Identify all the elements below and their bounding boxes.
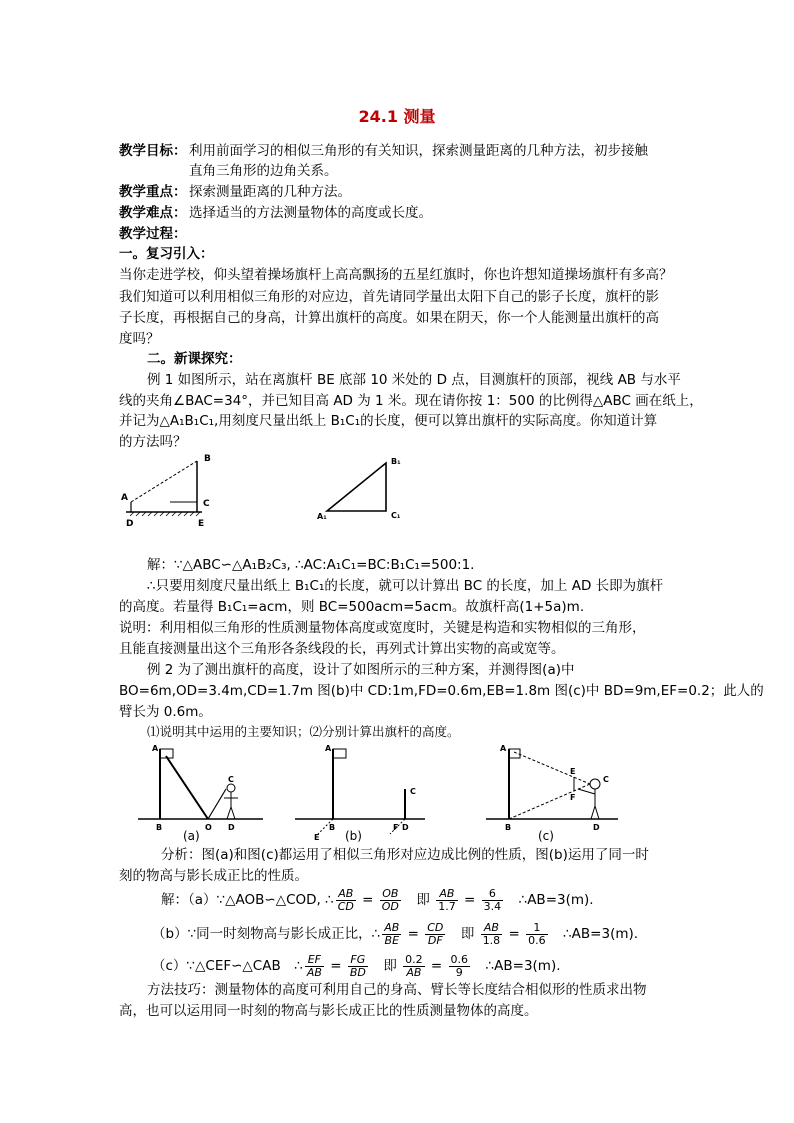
analysis-line-1: 分析：图(a)和图(c)都运用了相似三角形对应边成比例的性质，图(b)运用了同一时 [161,847,649,863]
analysis-line-2: 刻的物高与影长成正比的性质。 [119,868,308,884]
key-label: 教学重点： [119,184,187,200]
fa-label-o: O [205,823,212,832]
label-d: D [126,519,134,529]
fc-label-d: D [593,823,600,832]
example-1-line-1: 例 1 如图所示，站在离旗杆 BE 底部 10 米处的 D 点，目测旗杆的顶部，视线 AB 与水平 [147,372,681,388]
note-line-1: 说明：利用相似三角形的性质测量物体高度或宽度时，关键是构造和实物相似的三角形， [119,620,646,636]
frac-ab-1-7: $\frac{AB}{1.7}$ [438,886,456,913]
goal-label: 教学目标： [119,143,187,159]
solution-c: （c）∵△CEF∽△CAB ∴ $\frac{EF}{AB}$ = $\frac{FG}{BD}$ 即 $\frac{0.2}{AB}$ = $\frac{0.6}{9}$ ∴AB=3(m). [152,952,561,979]
frac-fg-bd: $\frac{FG}{BD}$ [349,952,366,979]
fb-label-a: A [325,744,332,753]
frac-1-0-6: $\frac{1}{0.6}$ [528,920,546,947]
fa-label-d: D [228,823,235,832]
person-head-c [590,779,600,789]
solution-1-line-2: ∴只要用刻度尺量出纸上 B₁C₁的长度，就可以计算出 BC 的长度，加上 AD 长即为旗杆 [147,578,664,594]
fc-label-b: B [505,823,512,832]
sight-line-ab [131,461,197,502]
figure-b-shadow [290,744,440,844]
frac-0-2-ab: $\frac{0.2}{AB}$ [405,952,423,979]
fa-label-a: A [152,744,159,753]
fb-caption: (b) [345,829,362,843]
fa-label-c: C [228,775,234,784]
fa-caption: (a) [183,829,200,843]
flag-c [509,749,520,758]
difficulty-text: 选择适当的方法测量物体的高度或长度。 [189,205,432,221]
label-a: A [121,493,128,503]
frac-ab-cd: $\frac{AB}{CD}$ [337,886,354,913]
fb-label-d: D [402,823,409,832]
person-head-a [227,784,235,792]
ray-oc [208,789,226,819]
section-1-heading: 一。复习引入： [119,246,214,262]
fa-label-b: B [156,823,163,832]
label-c: C [203,499,210,509]
goal-text-1: 利用前面学习的相似三角形的有关知识，探索测量距离的几种方法，初步接触 [189,143,648,159]
figure-a-mirror [138,744,268,844]
flag-b [333,749,346,758]
example-2-line-2: BO=6m,OD=3.4m,CD=1.7m 图(b)中 CD:1m,FD=0.6m,EB=1.8m 图(c)中 BD=9m,EF=0.2；此人的 [119,683,764,699]
label-b: B [204,454,211,464]
figure-flagpole-sight [118,452,218,532]
frac-cd-df: $\frac{CD}{DF}$ [427,920,444,947]
fc-label-a: A [500,744,507,753]
solution-b: （b）∵同一时刻物高与影长成正比，∴ $\frac{AB}{BE}$ = $\frac{CD}{DF}$ 即 $\frac{AB}{1.8}$ = $\frac{1}{0.6}$ ∴AB=3(m). [152,920,639,947]
fc-label-c: C [603,775,609,784]
sight-top [514,752,590,784]
label-e: E [198,519,205,529]
section-2-heading: 二。新课探究： [147,351,242,367]
example-1-line-3: 并记为△A₁B₁C₁,用刻度尺量出纸上 B₁C₁的长度，便可以算出旗杆的实际高度。你知道计算 [119,413,658,429]
frac-0-6-9: $\frac{0.6}{9}$ [450,952,469,979]
question-line: ⑴说明其中运用的主要知识；⑵分别计算出旗杆的高度。 [147,724,460,739]
tips-line-2: 高，也可以运用同一时刻的物高与影长成正比的性质测量物体的高度。 [119,1003,538,1019]
note-line-2: 且能直接测量出这个三角形各条线段的长，再列式计算出实物的高或宽等。 [119,641,565,657]
label-c1: C₁ [391,511,401,520]
frac-6-3-4: $\frac{6}{3.4}$ [483,886,502,913]
tips-line-1: 方法技巧：测量物体的高度可利用自己的身高、臂长等长度结合相似形的性质求出物 [147,982,647,998]
solution-a: 解：（a）∵△AOB∽△COD, ∴ $\frac{AB}{CD}$ = $\frac{OB}{OD}$ 即 $\frac{AB}{1.7}$ = $\frac{6}{3.4}$ ∴AB=3(m). [161,886,594,913]
example-2-line-1: 例 2 为了测出旗杆的高度，设计了如图所示的三种方案，并测得图(a)中 [147,662,575,678]
fb-label-f: F [393,823,399,832]
figure-scaled-triangle [314,456,414,526]
frac-ef-ab: $\frac{EF}{AB}$ [306,952,322,979]
frac-ab-1-8: $\frac{AB}{1.8}$ [482,920,501,947]
triangle-a1b1c1 [327,463,386,511]
fb-label-c: C [410,787,416,796]
example-1-line-4: 的方法吗？ [119,434,187,450]
key-text: 探索测量距离的几种方法。 [189,184,351,200]
fc-caption: (c) [538,829,554,843]
frac-ob-od: $\frac{OB}{OD}$ [381,886,399,913]
difficulty-label: 教学难点： [119,205,187,221]
label-a1: A₁ [317,512,327,521]
sight-bottom [509,784,590,819]
fc-label-e: E [570,767,576,776]
fc-label-f: F [570,793,576,802]
process-label: 教学过程： [119,226,187,242]
fb-label-b: B [329,823,336,832]
fb-label-e: E [314,833,320,842]
goal-text-2: 直角三角形的边角关系。 [189,163,338,179]
intro-line-3: 子长度，再根据自己的身高，计算出旗杆的高度。如果在阴天，你一个人能测量出旗杆的高 [119,310,659,326]
example-2-line-3: 臂长为 0.6m。 [119,704,212,720]
page-title: 24.1 测量 [358,107,436,126]
example-1-line-2: 线的夹角∠BAC=34°，并已知目高 AD 为 1 米。现在请你按 1：500 的比例得△ABC 画在纸上， [119,393,703,409]
solution-1-line-3: 的高度。若量得 B₁C₁=acm，则 BC=500acm=5acm。故旗杆高(1+5a)m. [119,599,585,615]
label-b1: B₁ [391,457,401,466]
ray-ao [166,756,208,819]
figure-c-arm [486,744,626,844]
intro-line-1: 当你走进学校，仰头望着操场旗杆上高高飘扬的五星红旗时，你也许想知道操场旗杆有多高？ [119,267,673,283]
solution-1-line-1: 解：∵△ABC∽△A₁B₂C₃, ∴AC:A₁C₁=BC:B₁C₁=500:1. [147,557,475,573]
intro-line-4: 度吗？ [119,331,160,347]
intro-line-2: 我们知道可以利用相似三角形的对应边，首先请同学量出太阳下自己的影子长度，旗杆的影 [119,289,659,305]
frac-ab-be: $\frac{AB}{BE}$ [384,920,400,947]
